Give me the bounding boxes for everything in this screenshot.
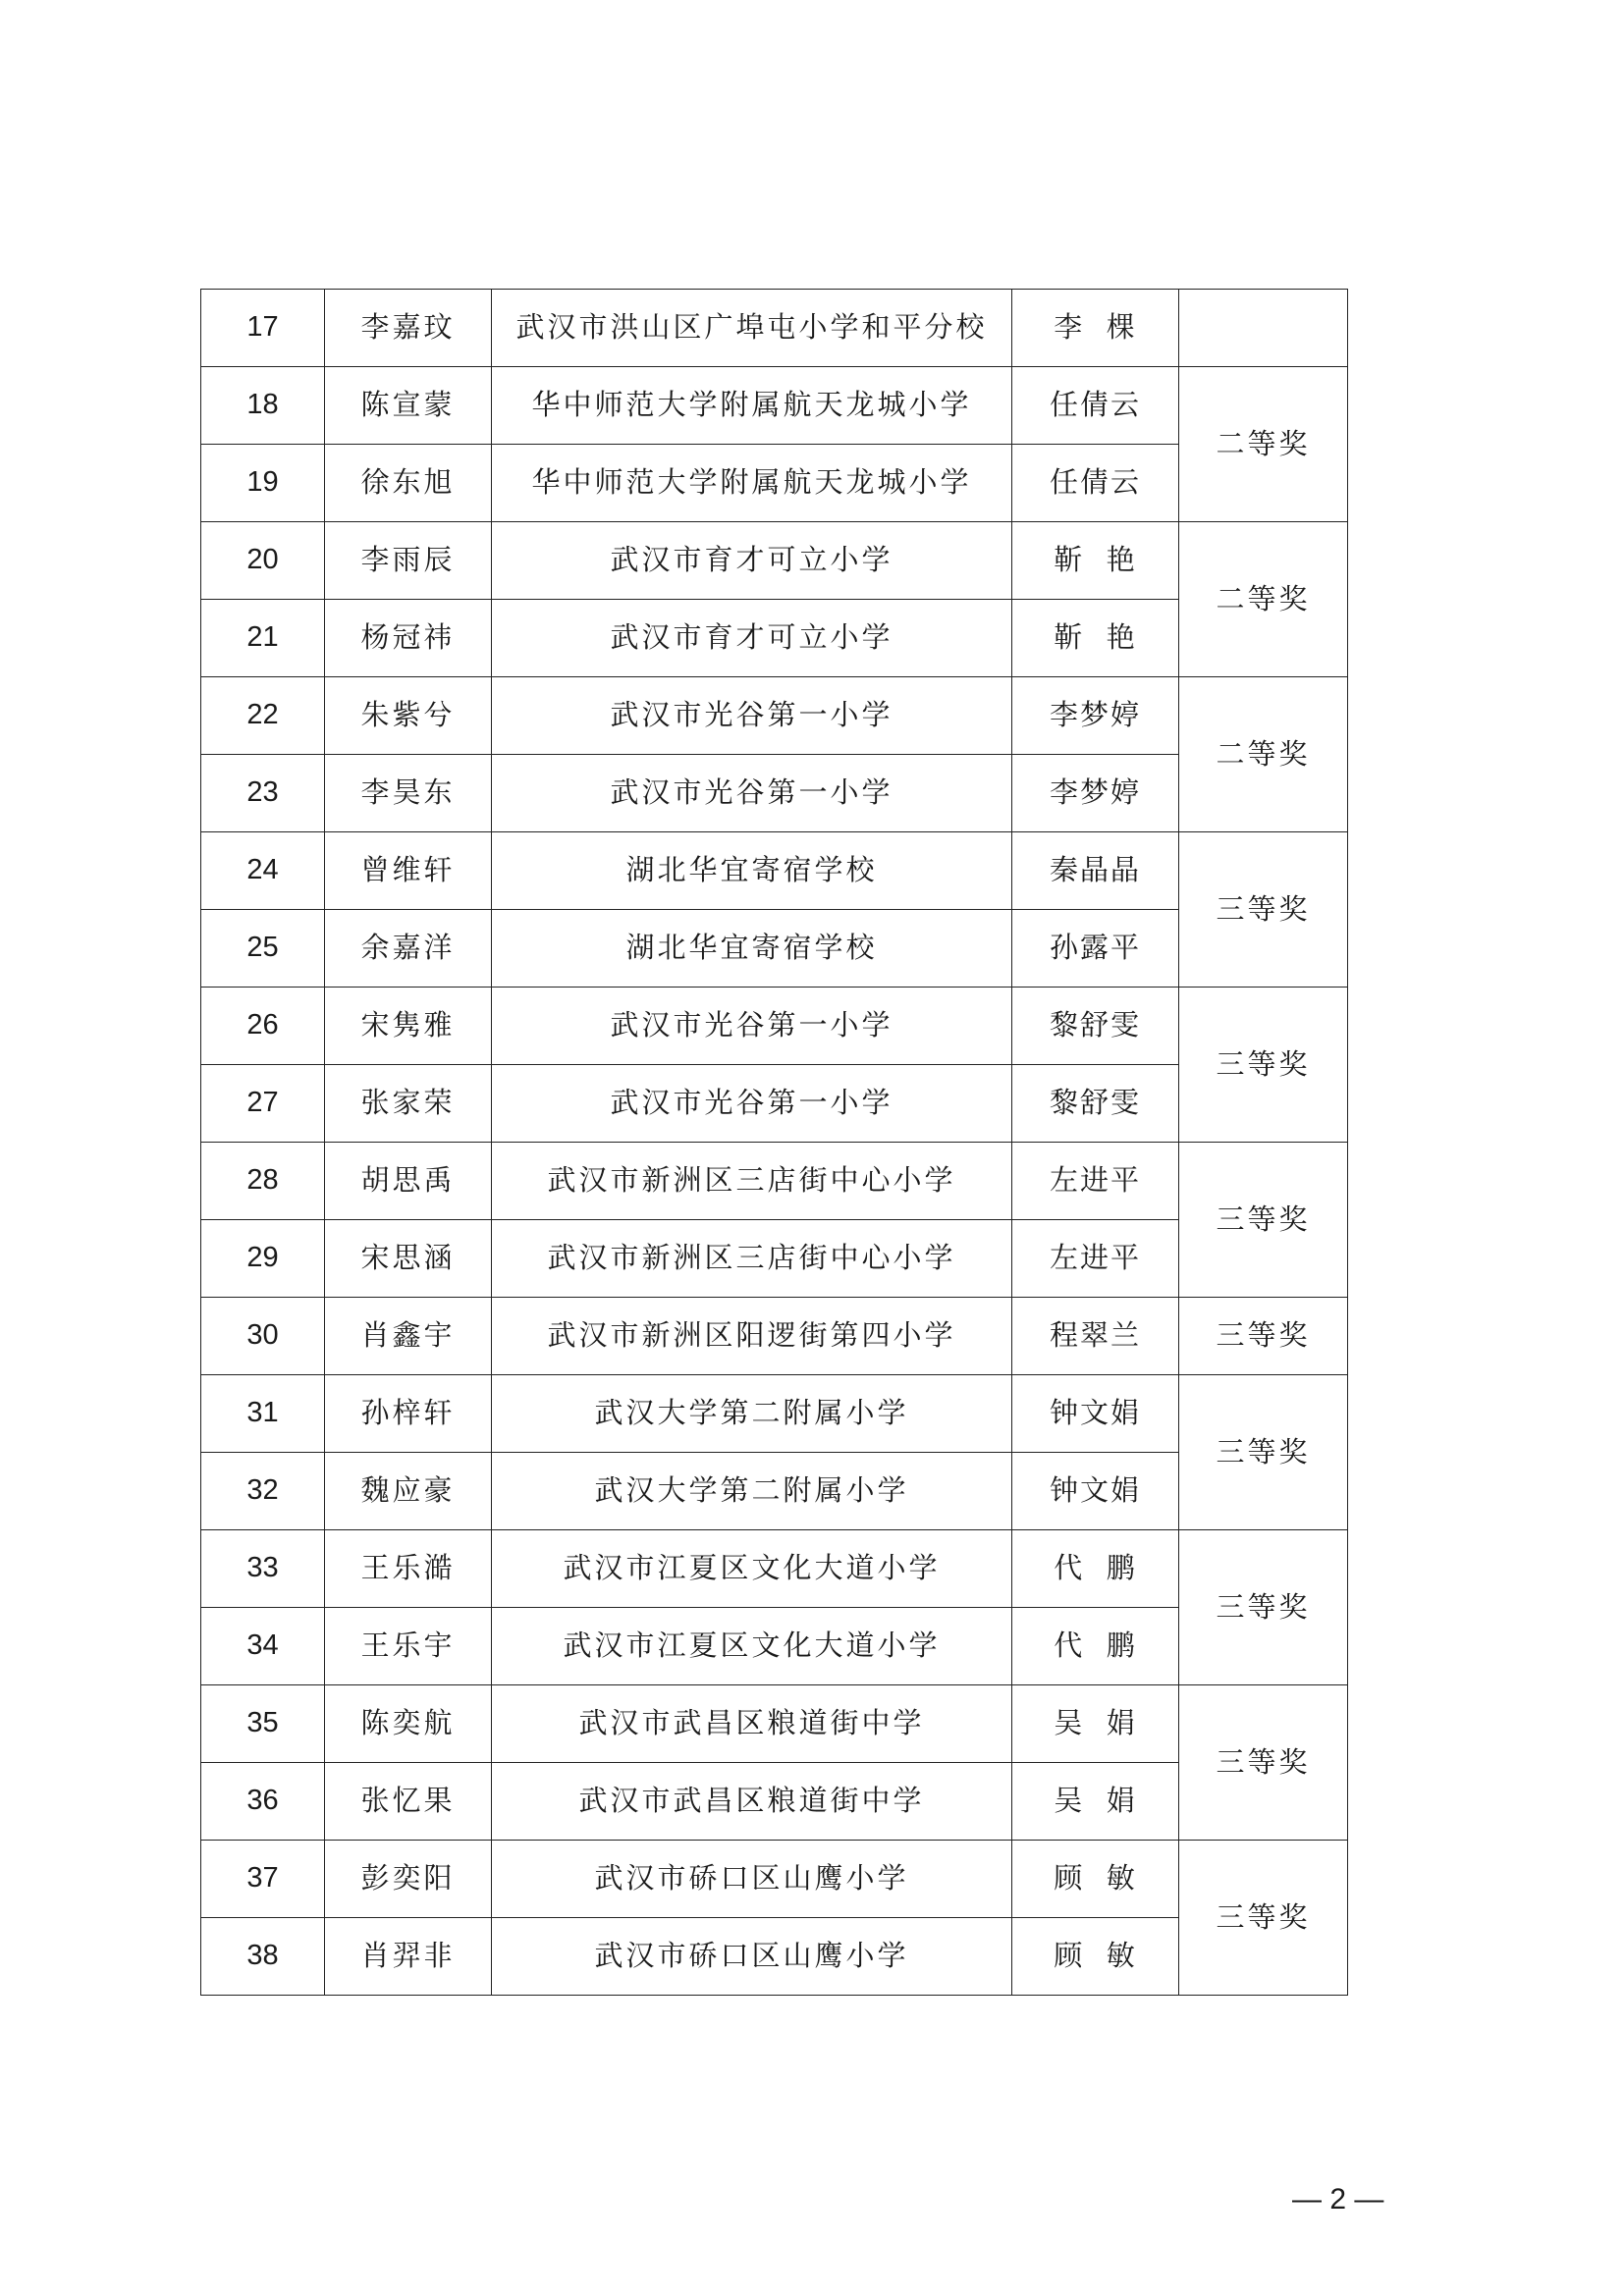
teacher-name: 钟文娟 xyxy=(1012,1453,1179,1530)
teacher-name: 吴 娟 xyxy=(1012,1685,1179,1763)
row-number: 18 xyxy=(201,367,325,445)
award-level: 三等奖 xyxy=(1179,1298,1348,1375)
teacher-name: 黎舒雯 xyxy=(1012,988,1179,1065)
table-row xyxy=(201,1918,1348,1996)
school-name: 武汉市光谷第一小学 xyxy=(492,755,1012,832)
row-number: 29 xyxy=(201,1220,325,1298)
school-name: 武汉市新洲区三店街中心小学 xyxy=(492,1220,1012,1298)
table-row xyxy=(201,1685,1348,1763)
table-row xyxy=(201,910,1348,988)
teacher-name: 秦晶晶 xyxy=(1012,832,1179,910)
row-number: 34 xyxy=(201,1608,325,1685)
student-name: 张忆果 xyxy=(325,1763,492,1841)
student-name: 余嘉洋 xyxy=(325,910,492,988)
student-name: 孙梓轩 xyxy=(325,1375,492,1453)
table-row xyxy=(201,677,1348,755)
teacher-name: 顾 敏 xyxy=(1012,1918,1179,1996)
table-row xyxy=(201,1065,1348,1143)
table-row xyxy=(201,1530,1348,1608)
school-name: 武汉市洪山区广埠屯小学和平分校 xyxy=(492,290,1012,367)
award-level: 三等奖 xyxy=(1179,1143,1348,1298)
school-name: 武汉大学第二附属小学 xyxy=(492,1375,1012,1453)
teacher-name: 程翠兰 xyxy=(1012,1298,1179,1375)
table-row xyxy=(201,1298,1348,1375)
student-name: 陈奕航 xyxy=(325,1685,492,1763)
award-level: 二等奖 xyxy=(1179,522,1348,677)
row-number: 30 xyxy=(201,1298,325,1375)
teacher-name: 代 鹏 xyxy=(1012,1608,1179,1685)
table-row xyxy=(201,1220,1348,1298)
school-name: 武汉市育才可立小学 xyxy=(492,522,1012,600)
row-number: 36 xyxy=(201,1763,325,1841)
teacher-name: 靳 艳 xyxy=(1012,522,1179,600)
school-name: 武汉大学第二附属小学 xyxy=(492,1453,1012,1530)
table-row xyxy=(201,1608,1348,1685)
school-name: 武汉市江夏区文化大道小学 xyxy=(492,1608,1012,1685)
row-number: 33 xyxy=(201,1530,325,1608)
student-name: 王乐宇 xyxy=(325,1608,492,1685)
row-number: 38 xyxy=(201,1918,325,1996)
student-name: 王乐澔 xyxy=(325,1530,492,1608)
award-table xyxy=(200,289,1348,1996)
table-row xyxy=(201,988,1348,1065)
table-row xyxy=(201,832,1348,910)
award-level: 三等奖 xyxy=(1179,832,1348,988)
teacher-name: 靳 艳 xyxy=(1012,600,1179,677)
row-number: 19 xyxy=(201,445,325,522)
school-name: 武汉市光谷第一小学 xyxy=(492,988,1012,1065)
school-name: 华中师范大学附属航天龙城小学 xyxy=(492,445,1012,522)
school-name: 湖北华宜寄宿学校 xyxy=(492,832,1012,910)
table-row xyxy=(201,1453,1348,1530)
row-number: 17 xyxy=(201,290,325,367)
row-number: 22 xyxy=(201,677,325,755)
student-name: 肖鑫宇 xyxy=(325,1298,492,1375)
table-row xyxy=(201,522,1348,600)
teacher-name: 任倩云 xyxy=(1012,445,1179,522)
award-level: 三等奖 xyxy=(1179,1841,1348,1996)
student-name: 魏应豪 xyxy=(325,1453,492,1530)
school-name: 武汉市江夏区文化大道小学 xyxy=(492,1530,1012,1608)
school-name: 武汉市光谷第一小学 xyxy=(492,1065,1012,1143)
row-number: 28 xyxy=(201,1143,325,1220)
student-name: 李雨辰 xyxy=(325,522,492,600)
row-number: 35 xyxy=(201,1685,325,1763)
table-row xyxy=(201,755,1348,832)
student-name: 肖羿非 xyxy=(325,1918,492,1996)
teacher-name: 吴 娟 xyxy=(1012,1763,1179,1841)
table-row xyxy=(201,1375,1348,1453)
table-row xyxy=(201,1143,1348,1220)
row-number: 37 xyxy=(201,1841,325,1918)
school-name: 武汉市硚口区山鹰小学 xyxy=(492,1841,1012,1918)
table-row xyxy=(201,1763,1348,1841)
student-name: 杨冠祎 xyxy=(325,600,492,677)
page-number: — 2 — xyxy=(1292,2183,1384,2216)
student-name: 朱紫兮 xyxy=(325,677,492,755)
school-name: 武汉市武昌区粮道街中学 xyxy=(492,1685,1012,1763)
school-name: 武汉市新洲区三店街中心小学 xyxy=(492,1143,1012,1220)
row-number: 23 xyxy=(201,755,325,832)
table-row xyxy=(201,600,1348,677)
award-level: 三等奖 xyxy=(1179,988,1348,1143)
award-level: 二等奖 xyxy=(1179,367,1348,522)
student-name: 李嘉玟 xyxy=(325,290,492,367)
teacher-name: 孙露平 xyxy=(1012,910,1179,988)
teacher-name: 钟文娟 xyxy=(1012,1375,1179,1453)
student-name: 李昊东 xyxy=(325,755,492,832)
row-number: 32 xyxy=(201,1453,325,1530)
award-level: 三等奖 xyxy=(1179,1685,1348,1841)
row-number: 21 xyxy=(201,600,325,677)
teacher-name: 李梦婷 xyxy=(1012,677,1179,755)
award-level: 三等奖 xyxy=(1179,1375,1348,1530)
row-number: 25 xyxy=(201,910,325,988)
table-row xyxy=(201,1841,1348,1918)
school-name: 武汉市光谷第一小学 xyxy=(492,677,1012,755)
award-level: 二等奖 xyxy=(1179,677,1348,832)
row-number: 31 xyxy=(201,1375,325,1453)
student-name: 宋隽雅 xyxy=(325,988,492,1065)
row-number: 26 xyxy=(201,988,325,1065)
teacher-name: 左进平 xyxy=(1012,1220,1179,1298)
student-name: 张家荣 xyxy=(325,1065,492,1143)
award-level xyxy=(1179,290,1348,367)
school-name: 武汉市硚口区山鹰小学 xyxy=(492,1918,1012,1996)
table-row xyxy=(201,290,1348,367)
teacher-name: 代 鹏 xyxy=(1012,1530,1179,1608)
school-name: 武汉市新洲区阳逻街第四小学 xyxy=(492,1298,1012,1375)
table-row xyxy=(201,445,1348,522)
teacher-name: 顾 敏 xyxy=(1012,1841,1179,1918)
table-row xyxy=(201,367,1348,445)
school-name: 武汉市武昌区粮道街中学 xyxy=(492,1763,1012,1841)
student-name: 徐东旭 xyxy=(325,445,492,522)
student-name: 曾维轩 xyxy=(325,832,492,910)
teacher-name: 任倩云 xyxy=(1012,367,1179,445)
row-number: 27 xyxy=(201,1065,325,1143)
teacher-name: 李 棵 xyxy=(1012,290,1179,367)
student-name: 彭奕阳 xyxy=(325,1841,492,1918)
award-level: 三等奖 xyxy=(1179,1530,1348,1685)
student-name: 陈宣蒙 xyxy=(325,367,492,445)
teacher-name: 左进平 xyxy=(1012,1143,1179,1220)
school-name: 武汉市育才可立小学 xyxy=(492,600,1012,677)
teacher-name: 黎舒雯 xyxy=(1012,1065,1179,1143)
row-number: 20 xyxy=(201,522,325,600)
row-number: 24 xyxy=(201,832,325,910)
school-name: 华中师范大学附属航天龙城小学 xyxy=(492,367,1012,445)
school-name: 湖北华宜寄宿学校 xyxy=(492,910,1012,988)
student-name: 宋思涵 xyxy=(325,1220,492,1298)
teacher-name: 李梦婷 xyxy=(1012,755,1179,832)
student-name: 胡思禹 xyxy=(325,1143,492,1220)
